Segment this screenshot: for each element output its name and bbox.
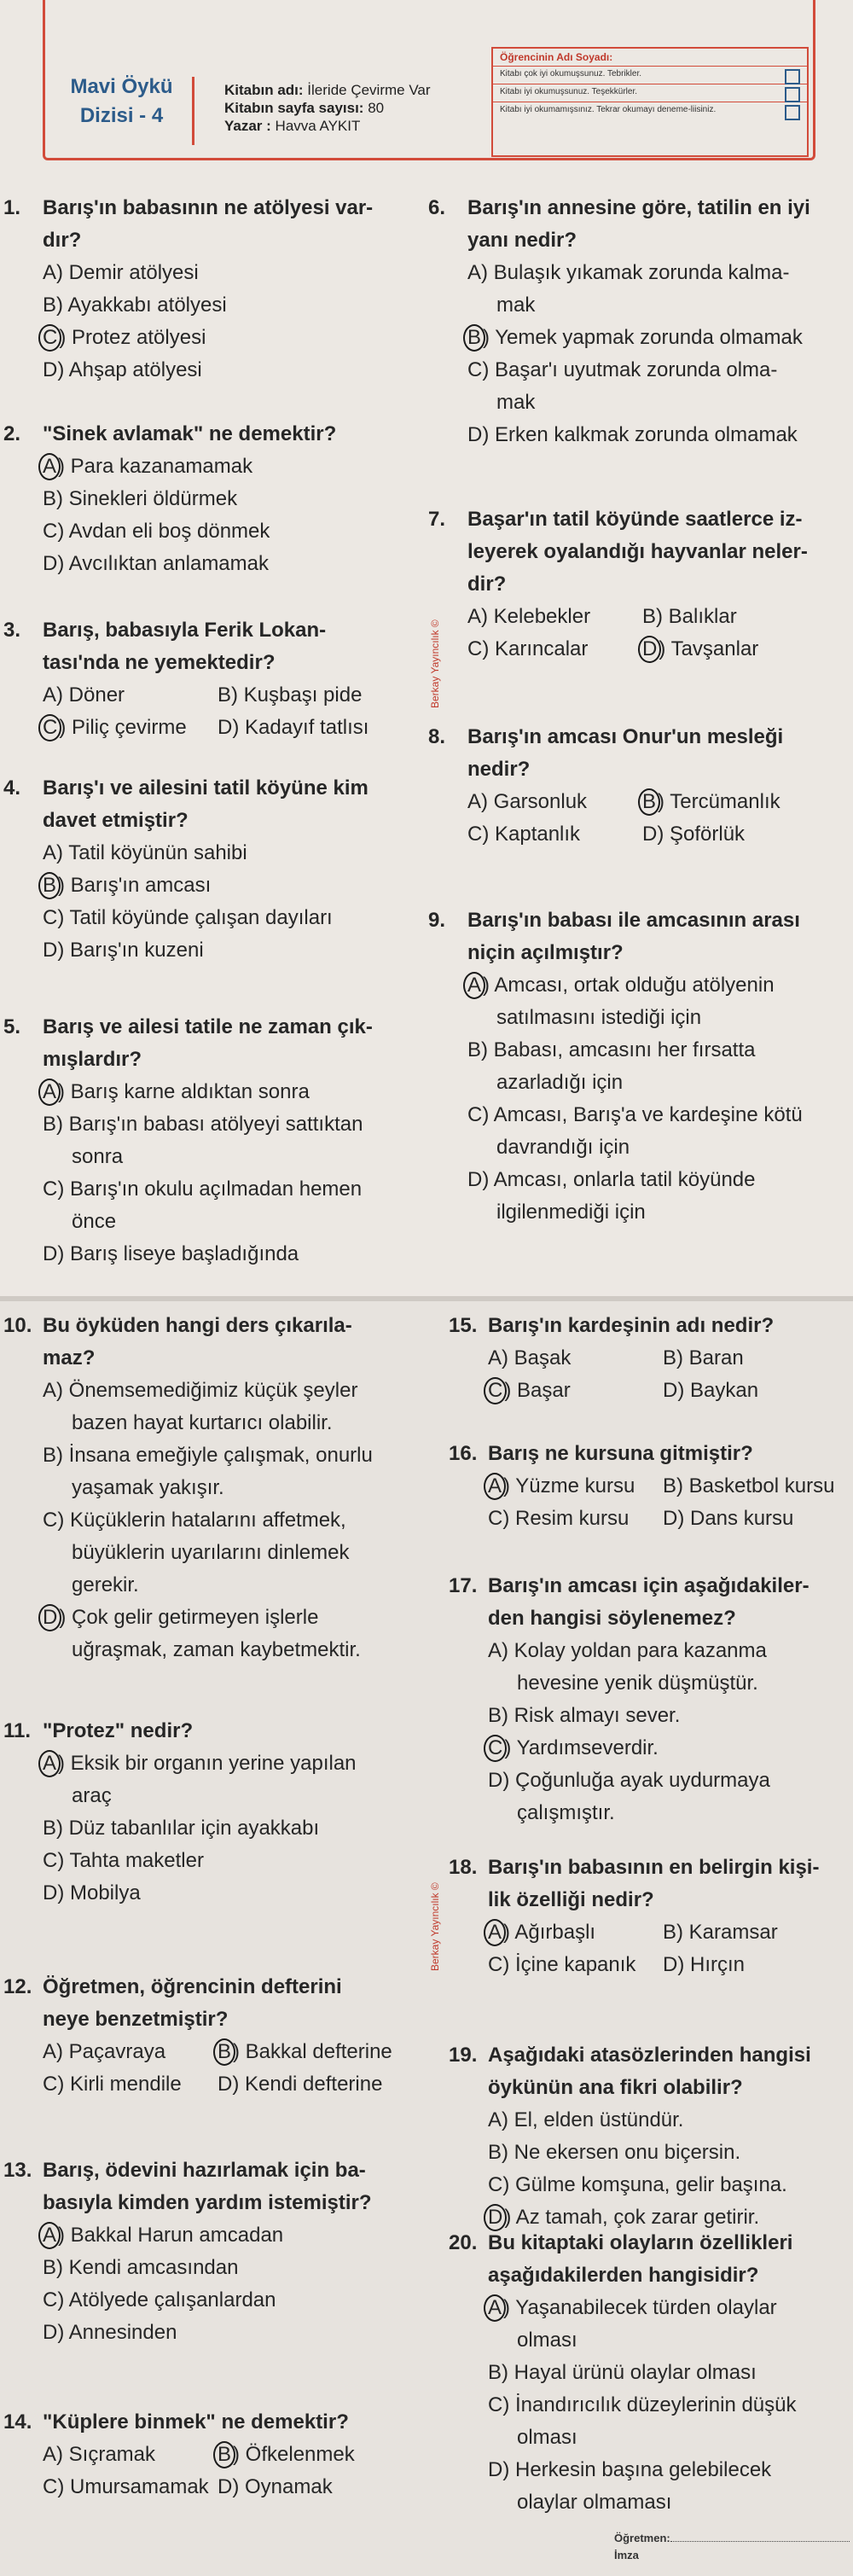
answer-option-text: ) Az tamah, çok zarar getirir. <box>504 2206 760 2229</box>
answer-option-continuation: yaşamak yakışır. <box>72 1476 224 1499</box>
answer-option-text: ) Barış karne aldıktan sonra <box>58 1080 310 1103</box>
answer-option[interactable]: B) Risk almayı sever. <box>488 1704 681 1727</box>
question-stem-line: davet etmiştir? <box>43 809 189 832</box>
question-number: 5. <box>3 1015 21 1038</box>
answer-option[interactable]: B) Balıklar <box>642 605 737 628</box>
answer-option[interactable]: C) Barış'ın okulu açılmadan hemen <box>43 1178 363 1201</box>
answer-options <box>449 2292 850 2519</box>
author-label: Yazar : <box>224 118 271 134</box>
answer-option-continuation: gerekir. <box>72 1573 139 1596</box>
question-4 <box>3 772 413 967</box>
question-stem-line: leyerek oyalandığı hayvanlar neler- <box>467 540 808 563</box>
answer-option[interactable]: D) Baykan <box>663 1379 759 1402</box>
question-stem-line: dır? <box>43 229 82 252</box>
answer-option[interactable]: D) Kadayıf tatlısı <box>218 716 369 739</box>
answer-option-text: ) Tercümanlık <box>658 790 780 813</box>
publisher-label: Berkay Yayıncılık © <box>429 619 441 708</box>
answer-option[interactable] <box>467 969 853 1002</box>
answer-option[interactable]: C) Karıncalar <box>467 637 589 660</box>
question-stem-line: Bu öyküden hangi ders çıkarıla- <box>43 1314 352 1337</box>
question-14 <box>3 2406 413 2503</box>
question-15 <box>449 1310 850 1407</box>
answer-option-continuation: olaylar olmaması <box>517 2491 672 2514</box>
answer-option[interactable]: D) Oynamak <box>218 2475 333 2498</box>
question-stem-line: maz? <box>43 1346 96 1369</box>
selected-answer-circle: A <box>38 453 61 480</box>
answer-option[interactable]: B) Basketbol kursu <box>663 1474 835 1497</box>
answer-option-continuation: mak <box>496 294 536 317</box>
question-stem-line: "Küplere binmek" ne demektir? <box>43 2410 349 2434</box>
question-12 <box>3 1971 413 2101</box>
question-number: 10. <box>3 1314 32 1337</box>
question-stem <box>428 503 853 601</box>
question-number: 19. <box>449 2044 478 2067</box>
answer-option[interactable] <box>642 786 780 818</box>
question-stem <box>449 1852 850 1916</box>
question-number: 15. <box>449 1314 478 1337</box>
question-7 <box>428 503 853 666</box>
answer-options <box>449 1916 850 1981</box>
question-number: 1. <box>3 196 21 219</box>
question-13 <box>3 2154 413 2349</box>
answer-option-text: ) Bakkal defterine <box>233 2040 392 2063</box>
answer-option[interactable]: D) Mobilya <box>43 1881 141 1904</box>
answer-option[interactable]: D) Şoförlük <box>642 823 746 846</box>
question-stem <box>3 1715 413 1747</box>
question-stem-line: Barış ne kursuna gitmiştir? <box>488 1442 753 1465</box>
answer-option-text: ) Ağırbaşlı <box>503 1921 596 1944</box>
selected-answer-circle: A <box>38 1750 61 1777</box>
question-5 <box>3 1011 413 1271</box>
answer-option[interactable]: A) Sıçramak <box>43 2443 156 2466</box>
question-stem <box>449 2227 850 2292</box>
answer-option[interactable] <box>43 712 218 744</box>
answer-option-continuation: çalışmıştır. <box>517 1801 615 1824</box>
answer-option[interactable] <box>43 1747 413 1780</box>
question-stem-line: yanı nedir? <box>467 229 577 252</box>
answer-option-text: ) Yemek yapmak zorunda olmamak <box>483 326 803 349</box>
answer-option-continuation: sonra <box>72 1145 124 1168</box>
answer-option[interactable]: C) Tahta maketler <box>43 1849 204 1872</box>
selected-answer-circle: A <box>38 2222 61 2249</box>
answer-option-continuation: satılmasını istediği için <box>496 1006 702 1029</box>
answer-option[interactable]: B) Karamsar <box>663 1921 778 1944</box>
question-stem <box>3 1310 413 1375</box>
answer-option-continuation: önce <box>72 1210 117 1233</box>
answer-option[interactable]: D) Avcılıktan anlamamak <box>43 552 269 575</box>
question-stem <box>428 721 853 786</box>
answer-options <box>3 2036 413 2101</box>
question-stem <box>449 1570 850 1635</box>
answer-option[interactable]: B) İnsana emeğiyle çalışmak, onurlu <box>43 1444 373 1467</box>
answer-option[interactable]: A) Önemsemediğimiz küçük şeyler <box>43 1379 358 1402</box>
question-stem-line: Barış'ın babası ile amcasının arası <box>467 909 800 932</box>
answer-option[interactable] <box>488 1470 663 1503</box>
answer-options <box>428 257 853 451</box>
answer-options <box>428 601 853 666</box>
series-line-1: Mavi Öykü <box>70 75 173 98</box>
selected-answer-circle: A <box>484 1473 506 1500</box>
checkbox[interactable] <box>785 105 800 120</box>
question-number: 11. <box>3 1719 32 1742</box>
answer-option[interactable]: C) Başar'ı uyutmak zorunda olma- <box>467 358 778 381</box>
answer-option[interactable] <box>488 1732 850 1765</box>
answer-options <box>3 2219 413 2349</box>
question-stem <box>428 904 853 969</box>
signature-label: İmza <box>614 2549 639 2561</box>
answer-option[interactable]: D) Amcası, onlarla tatil köyünde <box>467 1168 756 1191</box>
answer-option[interactable]: A) El, elden üstündür. <box>488 2108 684 2131</box>
selected-answer-circle: C <box>484 1377 507 1404</box>
answer-option-text: ) Tavşanlar <box>659 637 759 660</box>
question-stem-line: Barış'ın kardeşinin adı nedir? <box>488 1314 775 1337</box>
answer-option[interactable]: A) Kolay yoldan para kazanma <box>488 1639 767 1662</box>
series-title <box>60 73 183 131</box>
question-stem <box>449 2039 850 2104</box>
question-1 <box>3 192 413 387</box>
question-number: 13. <box>3 2159 32 2182</box>
question-stem <box>3 418 413 451</box>
answer-option[interactable] <box>488 1375 663 1407</box>
answer-option[interactable]: A) Garsonluk <box>467 790 588 813</box>
question-number: 8. <box>428 725 446 748</box>
answer-option[interactable] <box>43 869 413 902</box>
question-number: 2. <box>3 422 21 445</box>
answer-option[interactable]: B) Sinekleri öldürmek <box>43 487 238 510</box>
answer-option[interactable]: D) Ahşap atölyesi <box>43 358 202 381</box>
answer-options <box>3 257 413 387</box>
question-stem-line: nedir? <box>467 758 531 781</box>
answer-option[interactable]: B) Kendi amcasından <box>43 2256 239 2279</box>
answer-option-continuation: araç <box>72 1784 112 1807</box>
question-number: 7. <box>428 508 446 531</box>
answer-option-text: ) Başar <box>504 1379 571 1402</box>
answer-options <box>449 2104 850 2234</box>
answer-option[interactable] <box>218 2439 355 2471</box>
answer-option-text: ) Para kazanamamak <box>58 455 253 478</box>
answer-option-text: ) Çok gelir getirmeyen işlerle <box>59 1606 319 1629</box>
answer-option[interactable]: A) Tatil köyünün sahibi <box>43 841 247 864</box>
answer-option[interactable]: D) Barış liseye başladığında <box>43 1242 299 1265</box>
answer-option[interactable] <box>488 2292 850 2324</box>
answer-option[interactable]: A) Bulaşık yıkamak zorunda kalma- <box>467 261 790 284</box>
selected-answer-circle: B <box>38 872 61 899</box>
question-number: 9. <box>428 909 446 932</box>
question-stem-line: "Protez" nedir? <box>43 1719 194 1742</box>
question-stem-line: Barış ve ailesi tatile ne zaman çık- <box>43 1015 373 1038</box>
question-stem-line: neye benzetmiştir? <box>43 2008 229 2031</box>
question-stem-line: dir? <box>467 573 507 596</box>
answer-option-continuation: azarladığı için <box>496 1071 624 1094</box>
answer-option[interactable]: D) Çoğunluğa ayak uydurmaya <box>488 1769 770 1792</box>
answer-option-continuation: davrandığı için <box>496 1136 630 1159</box>
answer-option-continuation: bazen hayat kurtarıcı olabilir. <box>72 1411 333 1434</box>
question-stem-line: öykünün ana fikri olabilir? <box>488 2076 743 2099</box>
answer-option[interactable]: B) Kuşbaşı pide <box>218 683 363 707</box>
selected-answer-circle: A <box>484 2294 506 2322</box>
question-stem-line: Barış'ın babasının ne atölyesi var- <box>43 196 374 219</box>
answer-option[interactable] <box>43 1602 413 1634</box>
answer-option-continuation: olması <box>517 2426 577 2449</box>
question-stem <box>3 614 413 679</box>
question-stem-line: den hangisi söylenemez? <box>488 1607 736 1630</box>
page-count-label: Kitabın sayfa sayısı: <box>224 100 364 116</box>
answer-option[interactable]: A) Paçavraya <box>43 2040 166 2063</box>
answer-option[interactable]: C) Umursamamak <box>43 2475 209 2498</box>
header-divider <box>192 77 194 145</box>
question-stem-line: Barış, ödevini hazırlamak için ba- <box>43 2159 366 2182</box>
answer-option[interactable]: B) Hayal ürünü olaylar olması <box>488 2361 757 2384</box>
answer-option[interactable]: D) Kendi defterine <box>218 2073 383 2096</box>
answer-option-continuation: mak <box>496 391 536 414</box>
answer-options <box>428 969 853 1229</box>
answer-option[interactable]: B) Barış'ın babası atölyeyi sattıktan <box>43 1113 363 1136</box>
selected-answer-circle: C <box>484 1735 507 1762</box>
question-stem-line: Aşağıdaki atasözlerinden hangisi <box>488 2044 811 2067</box>
answer-option[interactable]: C) Amcası, Barış'a ve kardeşine kötü <box>467 1103 803 1126</box>
answer-option-text: ) Öfkelenmek <box>233 2443 355 2466</box>
answer-option[interactable] <box>467 322 853 354</box>
answer-option[interactable]: C) Tatil köyünde çalışan dayıları <box>43 906 333 929</box>
selected-answer-circle: A <box>38 1079 61 1106</box>
series-line-2: Dizisi - 4 <box>79 104 164 127</box>
answer-option-continuation: büyüklerin uyarılarını dinlemek <box>72 1541 350 1564</box>
answer-option-text: ) Yaşanabilecek türden olaylar <box>503 2296 777 2319</box>
answer-option[interactable]: B) Baran <box>663 1346 744 1369</box>
question-stem-line: Barış, babasıyla Ferik Lokan- <box>43 619 327 642</box>
question-9 <box>428 904 853 1229</box>
answer-option-text: ) Barış'ın amcası <box>58 874 212 897</box>
answer-option[interactable]: A) Döner <box>43 683 125 707</box>
question-number: 6. <box>428 196 446 219</box>
question-19 <box>449 2039 850 2234</box>
question-stem <box>3 1971 413 2036</box>
answer-option[interactable]: C) Atölyede çalışanlardan <box>43 2288 276 2311</box>
answer-option[interactable]: C) İnandırıcılık düzeylerinin düşük <box>488 2393 797 2416</box>
answer-option[interactable]: C) Kirli mendile <box>43 2073 182 2096</box>
selected-answer-circle: B <box>213 2038 235 2066</box>
question-stem-line: mışlardır? <box>43 1048 142 1071</box>
question-stem-line: tası'nda ne yemektedir? <box>43 651 276 674</box>
evaluation-text: Kitabı çok iyi okumuşsunuz. Tebrikler. <box>500 69 642 79</box>
question-stem <box>449 1310 850 1342</box>
question-stem <box>3 772 413 837</box>
answer-option-text: ) Piliç çevirme <box>59 716 187 739</box>
answer-option[interactable]: D) Dans kursu <box>663 1507 794 1530</box>
answer-option-text: ) Protez atölyesi <box>59 326 206 349</box>
answer-options <box>3 679 413 744</box>
question-stem-line: Öğretmen, öğrencinin defterini <box>43 1975 342 1998</box>
question-stem-line: niçin açılmıştır? <box>467 941 624 964</box>
question-stem-line: Barış'ın babasının en belirgin kişi- <box>488 1856 820 1879</box>
question-6 <box>428 192 853 451</box>
answer-option-text: ) Yüzme kursu <box>503 1474 635 1497</box>
answer-option-continuation: ilgilenmediği için <box>496 1201 646 1224</box>
book-info <box>224 81 431 135</box>
selected-answer-circle: C <box>38 324 61 352</box>
answer-option[interactable]: C) Resim kursu <box>488 1507 630 1530</box>
selected-answer-circle: D <box>38 1604 61 1631</box>
question-10 <box>3 1310 413 1666</box>
selected-answer-circle: C <box>38 714 61 741</box>
answer-option[interactable]: A) Kelebekler <box>467 605 591 628</box>
answer-option-continuation: hevesine yenik düşmüştür. <box>517 1672 758 1695</box>
question-16 <box>449 1438 850 1535</box>
selected-answer-circle: A <box>463 972 485 999</box>
answer-options <box>3 451 413 580</box>
publisher-label: Berkay Yayıncılık © <box>429 1882 441 1971</box>
selected-answer-circle: B <box>463 324 485 352</box>
checkbox[interactable] <box>785 69 800 84</box>
answer-option[interactable]: D) Hırçın <box>663 1953 745 1976</box>
question-stem-line: aşağıdakilerden hangisidir? <box>488 2264 759 2287</box>
question-stem-line: Başar'ın tatil köyünde saatlerce iz- <box>467 508 803 531</box>
question-18 <box>449 1852 850 1981</box>
answer-options <box>3 1747 413 1910</box>
question-number: 4. <box>3 776 21 800</box>
question-stem-line: Barış'ın amcası için aşağıdakiler- <box>488 1574 809 1597</box>
selected-answer-circle: B <box>638 788 660 816</box>
question-2 <box>3 418 413 580</box>
question-number: 20. <box>449 2231 478 2254</box>
selected-answer-circle: B <box>213 2441 235 2468</box>
teacher-label: Öğretmen: <box>614 2532 670 2544</box>
answer-option[interactable] <box>43 451 413 483</box>
answer-option[interactable]: B) Ayakkabı atölyesi <box>43 294 227 317</box>
evaluation-row <box>493 84 807 102</box>
question-number: 16. <box>449 1442 478 1465</box>
question-number: 3. <box>3 619 21 642</box>
answer-option[interactable] <box>43 1076 413 1108</box>
answer-options <box>3 837 413 967</box>
answer-option[interactable] <box>642 633 758 666</box>
answer-option[interactable]: C) İçine kapanık <box>488 1953 636 1976</box>
evaluation-box <box>491 47 809 157</box>
question-stem <box>428 192 853 257</box>
question-3 <box>3 614 413 744</box>
question-number: 18. <box>449 1856 478 1879</box>
selected-answer-circle: A <box>484 1919 506 1946</box>
page-count: 80 <box>368 100 385 116</box>
question-stem-line: Barış'ın annesine göre, tatilin en iyi <box>467 196 810 219</box>
answer-option[interactable] <box>218 2036 392 2068</box>
answer-option[interactable] <box>43 2219 413 2252</box>
evaluation-text: Kitabı iyi okumuşsunuz. Teşekkürler. <box>500 87 638 96</box>
answer-options <box>3 1076 413 1271</box>
question-number: 17. <box>449 1574 478 1597</box>
answer-option[interactable]: D) Herkesin başına gelebilecek <box>488 2458 772 2481</box>
answer-option[interactable]: C) Kaptanlık <box>467 823 581 846</box>
evaluation-row <box>493 102 807 119</box>
question-stem-line: "Sinek avlamak" ne demektir? <box>43 422 337 445</box>
book-name-label: Kitabın adı: <box>224 82 304 98</box>
question-stem <box>449 1438 850 1470</box>
question-17 <box>449 1570 850 1829</box>
answer-option-continuation: uğraşmak, zaman kaybetmektir. <box>72 1638 361 1661</box>
question-stem-line: Barış'ın amcası Onur'un mesleği <box>467 725 784 748</box>
question-stem-line: basıyla kimden yardım istemiştir? <box>43 2191 372 2214</box>
answer-options <box>449 1635 850 1829</box>
question-stem-line: Bu kitaptaki olayların özellikleri <box>488 2231 793 2254</box>
answer-option[interactable]: D) Barış'ın kuzeni <box>43 939 204 962</box>
book-name: İleride Çevirme Var <box>307 82 431 98</box>
question-number: 14. <box>3 2410 32 2434</box>
question-8 <box>428 721 853 851</box>
question-stem <box>3 192 413 257</box>
answer-option[interactable]: C) Avdan eli boş dönmek <box>43 520 270 543</box>
answer-options <box>428 786 853 851</box>
answer-options <box>449 1342 850 1407</box>
selected-answer-circle: D <box>638 636 661 663</box>
checkbox[interactable] <box>785 87 800 102</box>
answer-options <box>3 1375 413 1666</box>
evaluation-row <box>493 67 807 84</box>
question-number: 12. <box>3 1975 32 1998</box>
answer-option[interactable]: D) Annesinden <box>43 2321 177 2344</box>
evaluation-text: Kitabı iyi okumamışsınız. Tekrar okumayı deneme-liisiniz. <box>500 105 717 114</box>
answer-option[interactable]: B) Ne ekersen onu biçersin. <box>488 2141 741 2164</box>
answer-option-text: ) Amcası, ortak olduğu atölyenin <box>483 974 775 997</box>
answer-options <box>3 2439 413 2503</box>
question-stem <box>3 1011 413 1076</box>
answer-options <box>449 1470 850 1535</box>
answer-option-text: ) Bakkal Harun amcadan <box>58 2224 284 2247</box>
teacher-line[interactable] <box>670 2541 850 2542</box>
answer-option[interactable]: B) Babası, amcasını her fırsatta <box>467 1038 756 1061</box>
answer-option[interactable]: D) Erken kalkmak zorunda olmamak <box>467 423 798 446</box>
answer-option[interactable]: C) Küçüklerin hatalarını affetmek, <box>43 1509 346 1532</box>
author: Havva AYKIT <box>275 118 361 134</box>
answer-option-continuation: olması <box>517 2329 577 2352</box>
question-20 <box>449 2227 850 2519</box>
answer-option[interactable]: B) Düz tabanlılar için ayakkabı <box>43 1817 320 1840</box>
answer-option[interactable] <box>488 1916 663 1949</box>
question-stem-line: lik özelliği nedir? <box>488 1888 654 1911</box>
answer-option-text: ) Yardımseverdir. <box>504 1736 659 1759</box>
teacher-signature-area <box>614 2530 850 2564</box>
answer-option[interactable] <box>43 322 413 354</box>
answer-option[interactable]: C) Gülme komşuna, gelir başına. <box>488 2173 787 2196</box>
question-11 <box>3 1715 413 1910</box>
answer-option[interactable]: A) Demir atölyesi <box>43 261 199 284</box>
answer-option[interactable]: A) Başak <box>488 1346 572 1369</box>
question-stem-line: Barış'ı ve ailesini tatil köyüne kim <box>43 776 368 800</box>
question-stem <box>3 2154 413 2219</box>
student-name-label: Öğrencinin Adı Soyadı: <box>493 49 807 67</box>
question-stem <box>3 2406 413 2439</box>
selected-answer-circle: D <box>484 2204 507 2231</box>
answer-option-text: ) Eksik bir organın yerine yapılan <box>58 1752 357 1775</box>
